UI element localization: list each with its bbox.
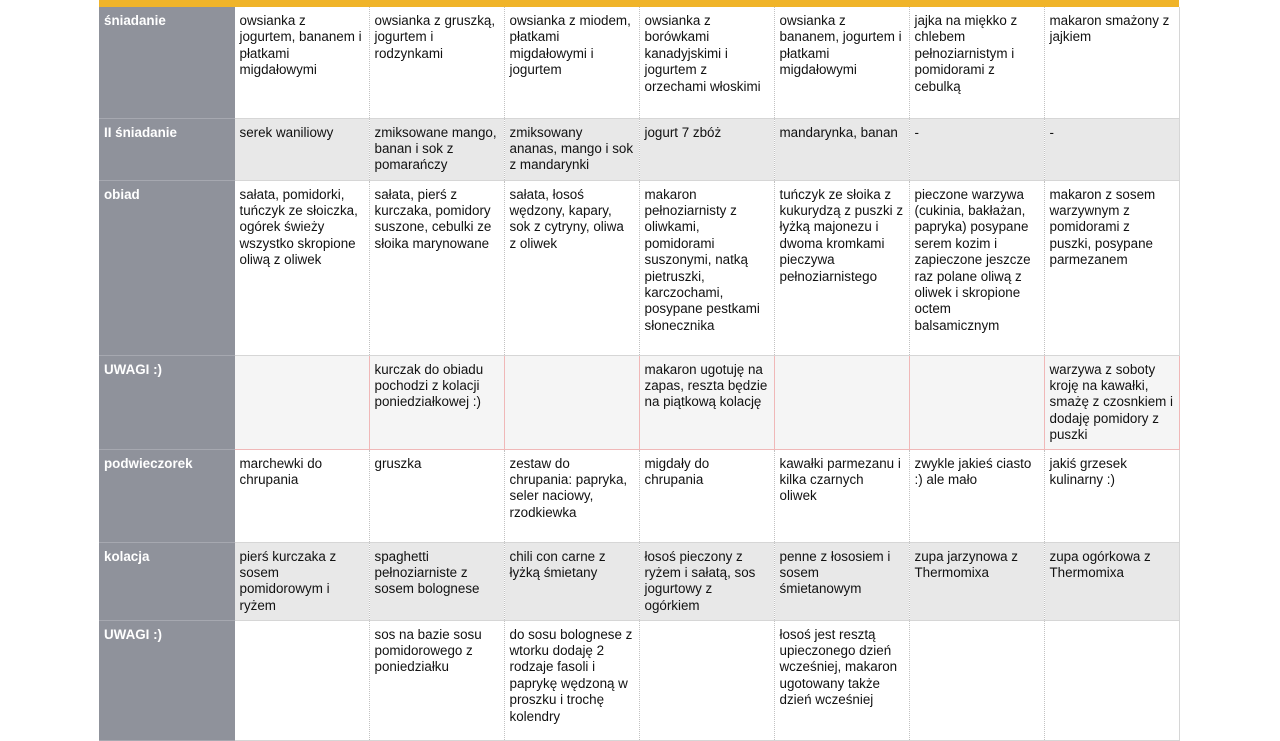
meal-cell-day-1: sałata, pomidorki, tuńczyk ze słoiczka, ogórek świeży wszystko skropione oliwą z oliwek xyxy=(234,180,369,355)
table-row-afternoon-snack xyxy=(99,449,1179,542)
meal-cell-day-5: mandarynka, banan xyxy=(774,118,909,180)
meal-cell-day-5: owsianka z bananem, jogurtem i płatkami migdałowymi xyxy=(774,7,909,118)
table-row-dinner-notes xyxy=(99,620,1179,740)
meal-cell-day-6: zwykle jakieś ciasto :) ale mało xyxy=(909,449,1044,542)
row-label: kolacja xyxy=(99,542,234,620)
meal-cell-day-6: zupa jarzynowa z Thermomixa xyxy=(909,542,1044,620)
meal-cell-day-6: pieczone warzywa (cukinia, bakłażan, papryka) posypane serem kozim i zapieczone jeszcze raz polane oliwą z oliwek i skropione octem balsamicznym xyxy=(909,180,1044,355)
meal-cell-day-3: owsianka z miodem, płatkami migdałowymi i jogurtem xyxy=(504,7,639,118)
meal-cell-day-5: tuńczyk ze słoika z kukurydzą z puszki z łyżką majonezu i dwoma kromkami pieczywa pełnoziarnistego xyxy=(774,180,909,355)
meal-cell-day-2: zmiksowane mango, banan i sok z pomarańczy xyxy=(369,118,504,180)
row-label: II śniadanie xyxy=(99,118,234,180)
meal-cell-day-5: łosoś jest resztą upieczonego dzień wcześniej, makaron ugotowany także dzień wcześniej xyxy=(774,620,909,740)
meal-cell-day-3: sałata, łosoś wędzony, kapary, sok z cytryny, oliwa z oliwek xyxy=(504,180,639,355)
meal-cell-day-1: pierś kurczaka z sosem pomidorowym i ryżem xyxy=(234,542,369,620)
meal-cell-day-7: warzywa z soboty kroję na kawałki, smażę z czosnkiem i dodaję pomidory z puszki xyxy=(1044,355,1179,449)
meal-cell-day-3: do sosu bolognese z wtorku dodaję 2 rodzaje fasoli i paprykę wędzoną w proszku i trochę kolendry xyxy=(504,620,639,740)
weekly-meal-plan-table xyxy=(99,7,1180,741)
table-row-lunch-notes xyxy=(99,355,1179,449)
meal-cell-day-3 xyxy=(504,355,639,449)
meal-cell-day-4: makaron pełnoziarnisty z oliwkami, pomidorami suszonymi, natką pietruszki, karczochami, posypane pestkami słonecznika xyxy=(639,180,774,355)
header-accent-bar xyxy=(99,0,1179,7)
meal-cell-day-1 xyxy=(234,355,369,449)
meal-cell-day-7: makaron smażony z jajkiem xyxy=(1044,7,1179,118)
meal-cell-day-5: penne z łososiem i sosem śmietanowym xyxy=(774,542,909,620)
meal-cell-day-3: zmiksowany ananas, mango i sok z mandarynki xyxy=(504,118,639,180)
meal-cell-day-1: owsianka z jogurtem, bananem i płatkami migdałowymi xyxy=(234,7,369,118)
meal-cell-day-5 xyxy=(774,355,909,449)
meal-cell-day-3: zestaw do chrupania: papryka, seler naciowy, rzodkiewka xyxy=(504,449,639,542)
meal-cell-day-2: kurczak do obiadu pochodzi z kolacji poniedziałkowej :) xyxy=(369,355,504,449)
meal-cell-day-6: jajka na miękko z chlebem pełnoziarnistym i pomidorami z cebulką xyxy=(909,7,1044,118)
meal-cell-day-2: sałata, pierś z kurczaka, pomidory suszone, cebulki ze słoika marynowane xyxy=(369,180,504,355)
meal-cell-day-1: marchewki do chrupania xyxy=(234,449,369,542)
row-label: podwieczorek xyxy=(99,449,234,542)
meal-cell-day-2: sos na bazie sosu pomidorowego z poniedziałku xyxy=(369,620,504,740)
meal-cell-day-6 xyxy=(909,355,1044,449)
row-label: UWAGI :) xyxy=(99,620,234,740)
meal-cell-day-4 xyxy=(639,620,774,740)
meal-cell-day-6: - xyxy=(909,118,1044,180)
meal-cell-day-4: makaron ugotuję na zapas, reszta będzie na piątkową kolację xyxy=(639,355,774,449)
table-row-second-breakfast xyxy=(99,118,1179,180)
table-row-breakfast xyxy=(99,7,1179,118)
meal-cell-day-1: serek waniliowy xyxy=(234,118,369,180)
meal-cell-day-4: łosoś pieczony z ryżem i sałatą, sos jogurtowy z ogórkiem xyxy=(639,542,774,620)
meal-cell-day-6 xyxy=(909,620,1044,740)
meal-cell-day-3: chili con carne z łyżką śmietany xyxy=(504,542,639,620)
meal-cell-day-4: owsianka z borówkami kanadyjskimi i jogurtem z orzechami włoskimi xyxy=(639,7,774,118)
meal-cell-day-2: gruszka xyxy=(369,449,504,542)
meal-cell-day-4: jogurt 7 zbóż xyxy=(639,118,774,180)
row-label: śniadanie xyxy=(99,7,234,118)
meal-cell-day-7 xyxy=(1044,620,1179,740)
meal-cell-day-2: spaghetti pełnoziarniste z sosem bolognese xyxy=(369,542,504,620)
row-label: UWAGI :) xyxy=(99,355,234,449)
meal-cell-day-4: migdały do chrupania xyxy=(639,449,774,542)
meal-cell-day-5: kawałki parmezanu i kilka czarnych oliwek xyxy=(774,449,909,542)
table-row-dinner xyxy=(99,542,1179,620)
meal-cell-day-7: jakiś grzesek kulinarny :) xyxy=(1044,449,1179,542)
row-label: obiad xyxy=(99,180,234,355)
meal-cell-day-7: zupa ogórkowa z Thermomixa xyxy=(1044,542,1179,620)
meal-cell-day-7: - xyxy=(1044,118,1179,180)
meal-cell-day-7: makaron z sosem warzywnym z pomidorami z puszki, posypane parmezanem xyxy=(1044,180,1179,355)
table-row-lunch xyxy=(99,180,1179,355)
meal-cell-day-2: owsianka z gruszką, jogurtem i rodzynkami xyxy=(369,7,504,118)
meal-cell-day-1 xyxy=(234,620,369,740)
